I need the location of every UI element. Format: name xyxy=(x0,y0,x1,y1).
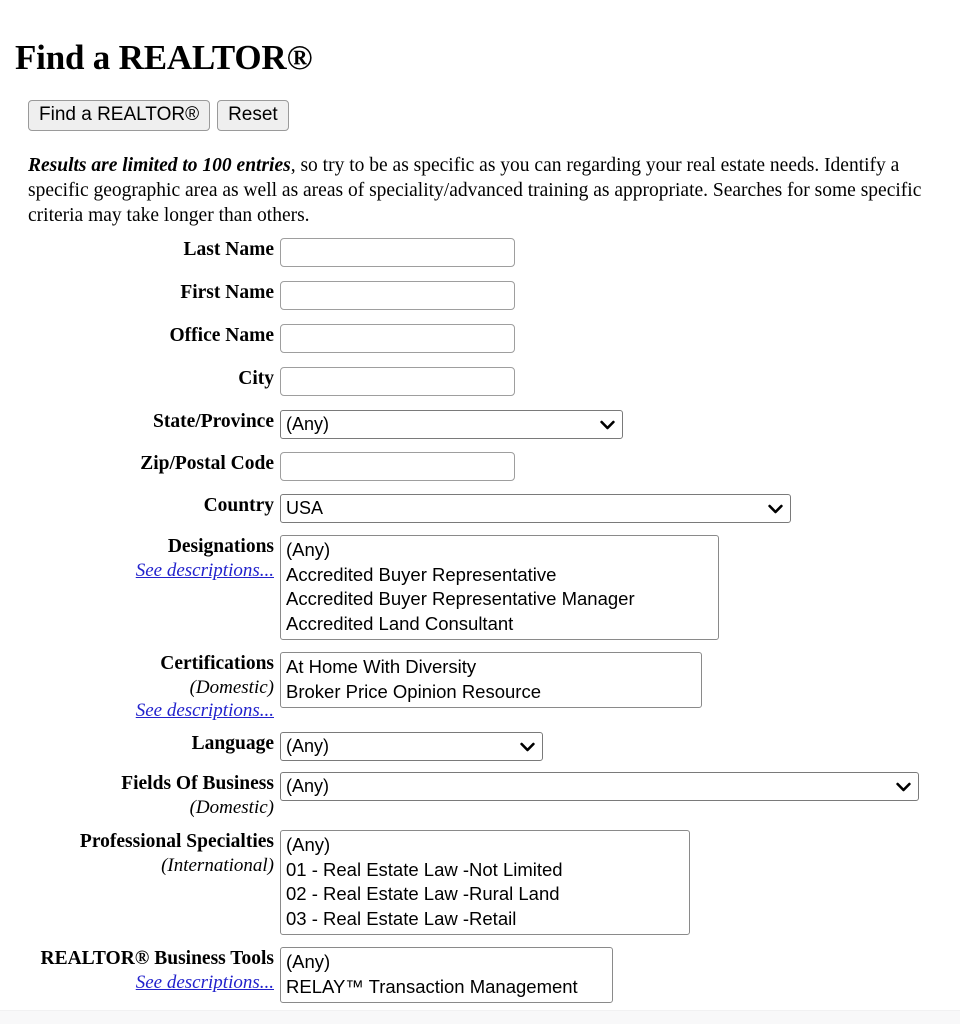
city-input[interactable] xyxy=(280,367,515,396)
form-row-first-name xyxy=(0,281,960,310)
form-row-zip-postal-code xyxy=(0,452,960,481)
certifications-see-descriptions-link[interactable]: See descriptions... xyxy=(135,700,274,721)
label-fields-of-business xyxy=(0,772,280,819)
label-zip-postal-code-text: Zip/Postal Code xyxy=(140,453,274,474)
label-first-name xyxy=(0,281,280,305)
label-state-province xyxy=(0,410,280,434)
designations-see-descriptions-link[interactable]: See descriptions... xyxy=(135,560,274,581)
list-item[interactable]: 01 - Real Estate Law -Not Limited xyxy=(286,858,563,880)
language-select[interactable] xyxy=(280,732,543,761)
country-selected-value: USA xyxy=(286,498,324,518)
form-row-last-name xyxy=(0,238,960,267)
control-last-name xyxy=(280,238,960,267)
business-tools-listbox[interactable] xyxy=(280,947,613,1003)
label-city xyxy=(0,367,280,391)
form-row-state-province xyxy=(0,410,960,439)
list-item[interactable]: Accredited Buyer Representative Manager xyxy=(286,588,635,609)
label-professional-specialties-sub: (International) xyxy=(161,855,274,876)
label-country xyxy=(0,494,280,518)
label-certifications xyxy=(0,652,280,722)
office-name-input[interactable] xyxy=(280,324,515,353)
designations-listbox[interactable] xyxy=(280,535,719,640)
chevron-down-icon xyxy=(520,733,535,760)
label-fields-of-business-sub: (Domestic) xyxy=(189,797,274,818)
control-office-name xyxy=(280,324,960,353)
list-item[interactable]: Accredited Buyer Representative xyxy=(286,563,557,585)
control-professional-specialties xyxy=(280,830,960,935)
control-language xyxy=(280,732,960,761)
label-zip-postal-code xyxy=(0,452,280,476)
label-language-text: Language xyxy=(191,733,274,754)
control-state-province xyxy=(280,410,960,439)
control-fields-of-business xyxy=(280,772,960,801)
control-business-tools xyxy=(280,947,960,1003)
label-business-tools xyxy=(0,947,280,994)
list-item[interactable]: 03 - Real Estate Law -Retail xyxy=(286,907,517,929)
page-title: Find a REALTOR® xyxy=(15,38,313,78)
form-row-language xyxy=(0,732,960,761)
label-last-name-text: Last Name xyxy=(183,239,274,260)
label-last-name xyxy=(0,238,280,262)
chevron-down-icon xyxy=(896,773,911,800)
page-bottom-strip xyxy=(0,1010,960,1024)
control-zip-postal-code xyxy=(280,452,960,481)
list-item[interactable]: (Any) xyxy=(286,539,331,560)
label-office-name-text: Office Name xyxy=(169,325,274,346)
label-certifications-text: Certifications xyxy=(160,653,274,674)
control-country xyxy=(280,494,960,523)
label-state-province-text: State/Province xyxy=(153,411,274,432)
intro-lead: Results are limited to 100 entries xyxy=(28,154,291,176)
label-first-name-text: First Name xyxy=(180,282,274,303)
form-row-business-tools xyxy=(0,947,960,1003)
business-tools-see-descriptions-link[interactable]: See descriptions... xyxy=(135,972,274,993)
label-business-tools-text: REALTOR® Business Tools xyxy=(40,948,274,969)
label-country-text: Country xyxy=(203,495,274,516)
last-name-input[interactable] xyxy=(280,238,515,267)
form-row-office-name xyxy=(0,324,960,353)
form-row-designations xyxy=(0,535,960,640)
form-row-professional-specialties xyxy=(0,830,960,935)
label-fields-of-business-text: Fields Of Business xyxy=(121,773,274,794)
list-item[interactable]: (Any) xyxy=(286,834,331,855)
country-select[interactable] xyxy=(280,494,791,523)
search-form xyxy=(0,238,960,1003)
list-item[interactable]: Accredited Land Consultant xyxy=(286,612,514,634)
chevron-down-icon xyxy=(600,411,615,438)
list-item[interactable]: RELAY™ Transaction Management xyxy=(286,975,578,997)
form-row-certifications xyxy=(0,652,960,722)
professional-specialties-listbox[interactable] xyxy=(280,830,690,935)
label-designations xyxy=(0,535,280,582)
intro-rest: , so try to be as specific as you can regarding your real estate needs. Identify a specific geographic area as well as areas of speciality/advanced training as appropriate. Searches for some specific criteria may take longer than others. xyxy=(28,154,922,226)
control-city xyxy=(280,367,960,396)
label-language xyxy=(0,732,280,756)
control-first-name xyxy=(280,281,960,310)
list-item[interactable]: 02 - Real Estate Law -Rural Land xyxy=(286,883,560,904)
fields-of-business-select[interactable] xyxy=(280,772,919,801)
form-action-buttons xyxy=(28,100,289,131)
first-name-input[interactable] xyxy=(280,281,515,310)
zip-postal-code-input[interactable] xyxy=(280,452,515,481)
certifications-listbox[interactable] xyxy=(280,652,702,708)
form-row-fields-of-business xyxy=(0,772,960,819)
label-professional-specialties-text: Professional Specialties xyxy=(79,831,274,852)
language-selected-value: (Any) xyxy=(286,736,330,756)
chevron-down-icon xyxy=(768,495,783,522)
reset-button[interactable]: Reset xyxy=(217,100,289,131)
control-designations xyxy=(280,535,960,640)
form-row-country xyxy=(0,494,960,523)
list-item[interactable]: Broker Price Opinion Resource xyxy=(286,680,541,702)
fields-of-business-selected-value: (Any) xyxy=(286,776,330,796)
label-city-text: City xyxy=(238,368,274,389)
list-item[interactable]: At Home With Diversity xyxy=(286,656,477,677)
label-certifications-sub: (Domestic) xyxy=(189,677,274,698)
state-province-select[interactable] xyxy=(280,410,623,439)
list-item[interactable]: (Any) xyxy=(286,951,331,972)
form-row-city xyxy=(0,367,960,396)
intro-paragraph xyxy=(28,153,933,228)
control-certifications xyxy=(280,652,960,708)
state-province-selected-value: (Any) xyxy=(286,414,330,434)
find-a-realtor-button[interactable]: Find a REALTOR® xyxy=(28,100,210,131)
label-professional-specialties xyxy=(0,830,280,877)
label-office-name xyxy=(0,324,280,348)
label-designations-text: Designations xyxy=(167,536,274,557)
